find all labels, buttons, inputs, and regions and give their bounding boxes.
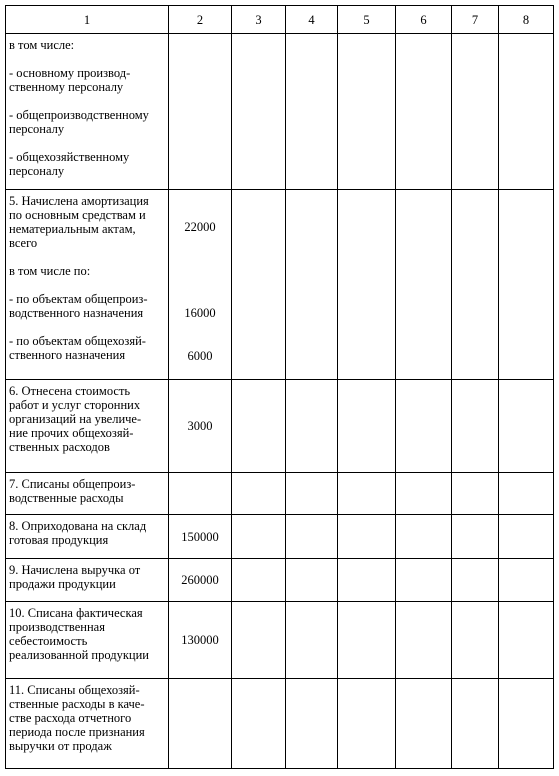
- empty-cell: [499, 34, 554, 190]
- amount-total: 22000: [184, 220, 216, 234]
- empty-cell: [499, 380, 554, 473]
- description-line: - основному производ-: [9, 66, 131, 80]
- operation-description: [6, 380, 169, 473]
- empty-cell: [286, 380, 338, 473]
- amount-value: 260000: [181, 573, 219, 587]
- operation-description: [6, 559, 169, 602]
- empty-cell: [452, 190, 499, 380]
- description-line: нематериальным актам,: [9, 222, 136, 236]
- empty-cell: [338, 515, 396, 559]
- empty-cell: [232, 515, 286, 559]
- empty-cell: [232, 679, 286, 769]
- amount-cell: [169, 515, 232, 559]
- empty-cell: [286, 190, 338, 380]
- amount-general: 6000: [187, 349, 213, 363]
- description-line: в том числе по:: [9, 264, 91, 278]
- table-row: [6, 190, 554, 380]
- empty-cell: [338, 679, 396, 769]
- description-line: 10. Списана фактическая: [9, 606, 143, 620]
- empty-cell: [286, 473, 338, 515]
- operation-description: [6, 473, 169, 515]
- empty-cell: [286, 34, 338, 190]
- description-line: периода после признания: [9, 725, 145, 739]
- table-row: [6, 34, 554, 190]
- column-header-5: 5: [338, 6, 396, 34]
- column-header-7: 7: [452, 6, 499, 34]
- amount-value: 150000: [181, 529, 219, 544]
- description-line: реализованной продукции: [9, 648, 149, 662]
- column-header-6: 6: [396, 6, 452, 34]
- amount-cell: [169, 473, 232, 515]
- description-line: - по объектам общехозяй-: [9, 334, 146, 348]
- description-line: стве расхода отчетного: [9, 711, 132, 725]
- empty-cell: [452, 559, 499, 602]
- empty-cell: [452, 34, 499, 190]
- table-row: [6, 602, 554, 679]
- table-row: [6, 559, 554, 602]
- empty-cell: [286, 679, 338, 769]
- empty-cell: [232, 473, 286, 515]
- empty-cell: [232, 559, 286, 602]
- description-line: готовая продукция: [9, 533, 109, 547]
- operation-description: [6, 602, 169, 679]
- amount-production: 16000: [184, 306, 216, 320]
- column-header-4: 4: [286, 6, 338, 34]
- operation-description: [6, 190, 169, 380]
- empty-cell: [452, 515, 499, 559]
- operation-description: [6, 679, 169, 769]
- description-line: ственные расходы в каче-: [9, 697, 145, 711]
- column-header-3: 3: [232, 6, 286, 34]
- empty-cell: [499, 515, 554, 559]
- empty-cell: [338, 602, 396, 679]
- empty-cell: [452, 380, 499, 473]
- column-header-8: 8: [499, 6, 554, 34]
- empty-cell: [396, 602, 452, 679]
- operation-description: [6, 34, 169, 190]
- empty-cell: [396, 190, 452, 380]
- empty-cell: [232, 380, 286, 473]
- amount-cell: [169, 190, 232, 380]
- description-line: 6. Отнесена стоимость: [9, 384, 131, 398]
- description-line: - по объектам общепроиз-: [9, 292, 148, 306]
- description-line: ние прочих общехозяй-: [9, 426, 134, 440]
- amount-cell: [169, 559, 232, 602]
- description-line: ственных расходов: [9, 440, 110, 454]
- description-line: себестоимость: [9, 634, 88, 648]
- header-row: [6, 6, 554, 34]
- operation-description: [6, 515, 169, 559]
- amount-value: 3000: [187, 419, 213, 433]
- empty-cell: [452, 473, 499, 515]
- column-header-1: 1: [6, 6, 169, 34]
- empty-cell: [232, 602, 286, 679]
- accounting-table: [5, 5, 554, 769]
- description-line: персоналу: [9, 122, 65, 136]
- empty-cell: [232, 34, 286, 190]
- empty-cell: [338, 559, 396, 602]
- description-line: 7. Списаны общепроиз-: [9, 477, 136, 491]
- description-line: водственные расходы: [9, 491, 124, 505]
- amount-cell: [169, 380, 232, 473]
- empty-cell: [338, 190, 396, 380]
- empty-cell: [396, 515, 452, 559]
- description-line: производственная: [9, 620, 105, 634]
- amount-cell: [169, 679, 232, 769]
- description-line: - общепроизводственному: [9, 108, 149, 122]
- empty-cell: [232, 190, 286, 380]
- empty-cell: [499, 190, 554, 380]
- table-row: [6, 679, 554, 769]
- amount-cell: [169, 34, 232, 190]
- description-line: 8. Оприходована на склад: [9, 519, 147, 533]
- empty-cell: [286, 559, 338, 602]
- table-row: [6, 515, 554, 559]
- description-line: всего: [9, 236, 38, 250]
- empty-cell: [396, 380, 452, 473]
- description-line: ственному персоналу: [9, 80, 124, 94]
- amount-cell: [169, 602, 232, 679]
- empty-cell: [338, 473, 396, 515]
- empty-cell: [499, 602, 554, 679]
- empty-cell: [396, 679, 452, 769]
- description-line: ственного назначения: [9, 348, 126, 362]
- empty-cell: [499, 473, 554, 515]
- description-line: персоналу: [9, 164, 65, 178]
- description-line: 5. Начислена амортизация: [9, 194, 149, 208]
- column-header-2: 2: [169, 6, 232, 34]
- description-line: водственного назначения: [9, 306, 144, 320]
- amount-value: 130000: [181, 633, 219, 647]
- empty-cell: [396, 473, 452, 515]
- empty-cell: [499, 679, 554, 769]
- table-row: [6, 380, 554, 473]
- empty-cell: [452, 602, 499, 679]
- description-line: продажи продукции: [9, 577, 116, 591]
- empty-cell: [338, 380, 396, 473]
- description-line: в том числе:: [9, 38, 75, 52]
- description-line: работ и услуг сторонних: [9, 398, 141, 412]
- empty-cell: [286, 602, 338, 679]
- empty-cell: [499, 559, 554, 602]
- empty-cell: [396, 34, 452, 190]
- table-row: [6, 473, 554, 515]
- description-line: организаций на увеличе-: [9, 412, 142, 426]
- description-line: выручки от продаж: [9, 739, 112, 753]
- description-line: по основным средствам и: [9, 208, 146, 222]
- description-line: - общехозяйственному: [9, 150, 130, 164]
- description-line: 11. Списаны общехозяй-: [9, 683, 140, 697]
- empty-cell: [338, 34, 396, 190]
- empty-cell: [396, 559, 452, 602]
- empty-cell: [286, 515, 338, 559]
- empty-cell: [452, 679, 499, 769]
- description-line: 9. Начислена выручка от: [9, 563, 141, 577]
